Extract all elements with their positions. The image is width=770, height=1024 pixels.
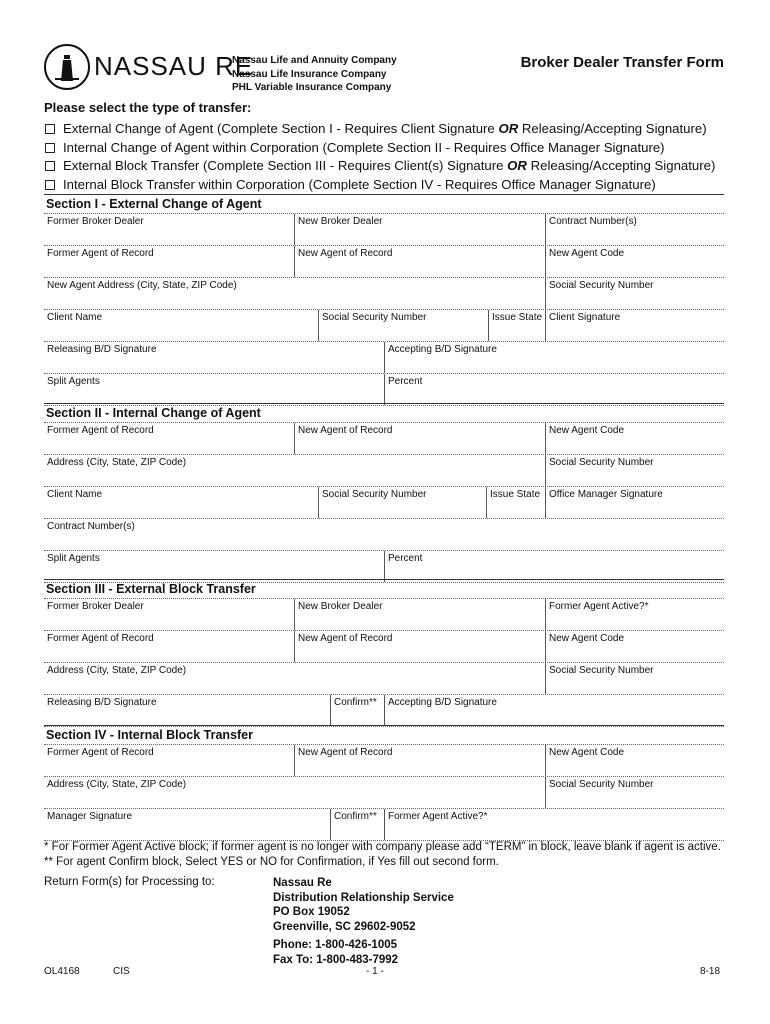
form-row [44, 341, 724, 373]
footnote: * For Former Agent Active block; if former agent is no longer with company please add “TERM” in block, leave blank if agent is active. [44, 841, 721, 853]
form-row [44, 309, 724, 341]
field-issue-state[interactable]: Issue State [488, 310, 545, 341]
section-title: Section IV - Internal Block Transfer [44, 725, 724, 744]
form-row [44, 213, 724, 245]
field-new-agent[interactable]: New Agent of Record [294, 246, 545, 277]
form-row [44, 630, 724, 662]
field-new-broker-dealer[interactable]: New Broker Dealer [294, 599, 545, 630]
field-split-agents[interactable]: Split Agents [47, 553, 100, 564]
form-code: OL4168 [44, 966, 80, 977]
address-line: PO Box 19052 [273, 906, 350, 918]
footnote: ** For agent Confirm block, Select YES or NO for Confirmation, if Yes fill out second form. [44, 856, 499, 868]
form-row [44, 486, 724, 518]
field-contract-numbers[interactable]: Contract Number(s) [545, 214, 724, 245]
field-new-agent[interactable]: New Agent of Record [294, 423, 545, 454]
field-confirm[interactable]: Confirm** [330, 695, 384, 726]
section-3 [44, 579, 724, 727]
field-new-agent[interactable]: New Agent of Record [294, 745, 545, 776]
checkbox[interactable] [45, 161, 55, 171]
company-name: PHL Variable Insurance Company [232, 82, 392, 93]
form-row [44, 808, 724, 841]
field-office-manager-signature[interactable]: Office Manager Signature [545, 487, 724, 518]
field-new-broker-dealer[interactable]: New Broker Dealer [294, 214, 545, 245]
form-row [44, 245, 724, 277]
section-2 [44, 403, 724, 583]
field-manager-signature[interactable]: Manager Signature [47, 811, 133, 822]
field-client-name[interactable]: Client Name [47, 312, 103, 323]
field-releasing-bd-signature[interactable]: Releasing B/D Signature [47, 344, 157, 355]
option-label: External Block Transfer (Complete Section III - Requires Client(s) Signature OR Releasing/Accepting Signature) [63, 158, 716, 173]
brand-name: NASSAU RE [94, 51, 254, 81]
form-row [44, 598, 724, 630]
field-former-agent[interactable]: Former Agent of Record [47, 425, 154, 436]
field-ssn[interactable]: Social Security Number [545, 663, 724, 694]
section-title: Section II - Internal Change of Agent [44, 403, 724, 422]
transfer-option-internal-block[interactable] [44, 176, 734, 195]
phone-number: Phone: 1-800-426-1005 [273, 939, 398, 951]
field-new-agent-code[interactable]: New Agent Code [545, 246, 724, 277]
form-row [44, 454, 724, 486]
return-address [273, 876, 454, 934]
form-row [44, 662, 724, 694]
form-row [44, 694, 724, 727]
field-accepting-bd-signature[interactable]: Accepting B/D Signature [384, 342, 724, 373]
field-client-signature[interactable]: Client Signature [545, 310, 724, 341]
form-row [44, 518, 724, 550]
field-confirm[interactable]: Confirm** [330, 809, 384, 840]
field-new-agent[interactable]: New Agent of Record [294, 631, 545, 662]
form-row [44, 422, 724, 454]
field-former-agent-active[interactable]: Former Agent Active?* [545, 599, 724, 630]
field-former-agent-active[interactable]: Former Agent Active?* [384, 809, 724, 840]
field-releasing-bd-signature[interactable]: Releasing B/D Signature [47, 697, 157, 708]
field-ssn[interactable]: Social Security Number [545, 455, 724, 486]
form-header [44, 44, 724, 94]
field-former-agent[interactable]: Former Agent of Record [47, 747, 154, 758]
transfer-type-title: Please select the type of transfer: [44, 100, 252, 115]
form-row [44, 776, 724, 808]
field-client-ssn[interactable]: Social Security Number [318, 487, 486, 518]
address-line: Nassau Re [273, 877, 332, 889]
contact-numbers [273, 938, 398, 967]
fax-number: Fax To: 1-800-483-7992 [273, 953, 399, 966]
company-list [232, 54, 397, 95]
field-former-broker-dealer[interactable]: Former Broker Dealer [47, 216, 144, 227]
revision-date: 8-18 [700, 966, 721, 977]
option-label: Internal Block Transfer within Corporation (Complete Section IV - Requires Office Manager Signature) [63, 176, 656, 192]
section-title: Section I - External Change of Agent [44, 194, 724, 213]
footnotes [44, 840, 721, 870]
company-name: Nassau Life Insurance Company [232, 68, 387, 80]
form-title: Broker Dealer Transfer Form [520, 54, 724, 71]
field-ssn[interactable]: Social Security Number [545, 278, 724, 309]
form-row [44, 373, 724, 406]
option-label: Internal Change of Agent within Corporation (Complete Section II - Requires Office Manager Signature) [63, 139, 665, 155]
field-address[interactable]: Address (City, State, ZIP Code) [47, 665, 187, 676]
field-ssn[interactable]: Social Security Number [545, 777, 724, 808]
field-percent[interactable]: Percent [384, 551, 724, 582]
checkbox[interactable] [45, 124, 55, 134]
return-label: Return Form(s) for Processing to: [44, 876, 215, 888]
field-accepting-bd-signature[interactable]: Accepting B/D Signature [384, 695, 724, 726]
form-row [44, 744, 724, 776]
option-label: External Change of Agent (Complete Section I - Requires Client Signature OR Releasing/Accepting Signature) [63, 121, 707, 136]
field-new-agent-code[interactable]: New Agent Code [545, 423, 724, 454]
field-address[interactable]: Address (City, State, ZIP Code) [47, 457, 187, 468]
field-former-agent[interactable]: Former Agent of Record [47, 633, 154, 644]
form-row [44, 277, 724, 309]
address-line: Greenville, SC 29602-9052 [273, 920, 416, 933]
section-4 [44, 725, 724, 841]
field-former-broker-dealer[interactable]: Former Broker Dealer [47, 601, 144, 612]
field-percent[interactable]: Percent [384, 374, 724, 405]
lighthouse-logo-icon [44, 44, 90, 90]
address-line: Distribution Relationship Service [273, 891, 454, 904]
transfer-type-options [44, 120, 734, 194]
company-name: Nassau Life and Annuity Company [232, 55, 397, 66]
section-1 [44, 194, 724, 406]
field-split-agents[interactable]: Split Agents [47, 376, 100, 387]
transfer-option-internal-agent[interactable] [44, 139, 734, 158]
field-new-agent-code[interactable]: New Agent Code [545, 745, 724, 776]
field-new-agent-code[interactable]: New Agent Code [545, 631, 724, 662]
transfer-option-external-agent[interactable] [44, 120, 734, 139]
field-issue-state[interactable]: Issue State [486, 487, 545, 518]
field-client-ssn[interactable]: Social Security Number [318, 310, 488, 341]
field-client-name[interactable]: Client Name [47, 489, 103, 500]
page-number: - 1 - [366, 966, 384, 977]
department-code: CIS [113, 966, 130, 977]
checkbox[interactable] [45, 143, 55, 153]
transfer-option-external-block[interactable] [44, 157, 734, 176]
field-new-agent-address[interactable]: New Agent Address (City, State, ZIP Code) [47, 280, 237, 291]
field-former-agent[interactable]: Former Agent of Record [47, 248, 154, 259]
checkbox[interactable] [45, 180, 55, 190]
field-contract-numbers[interactable]: Contract Number(s) [47, 521, 135, 532]
section-title: Section III - External Block Transfer [44, 579, 724, 598]
field-address[interactable]: Address (City, State, ZIP Code) [47, 779, 187, 790]
